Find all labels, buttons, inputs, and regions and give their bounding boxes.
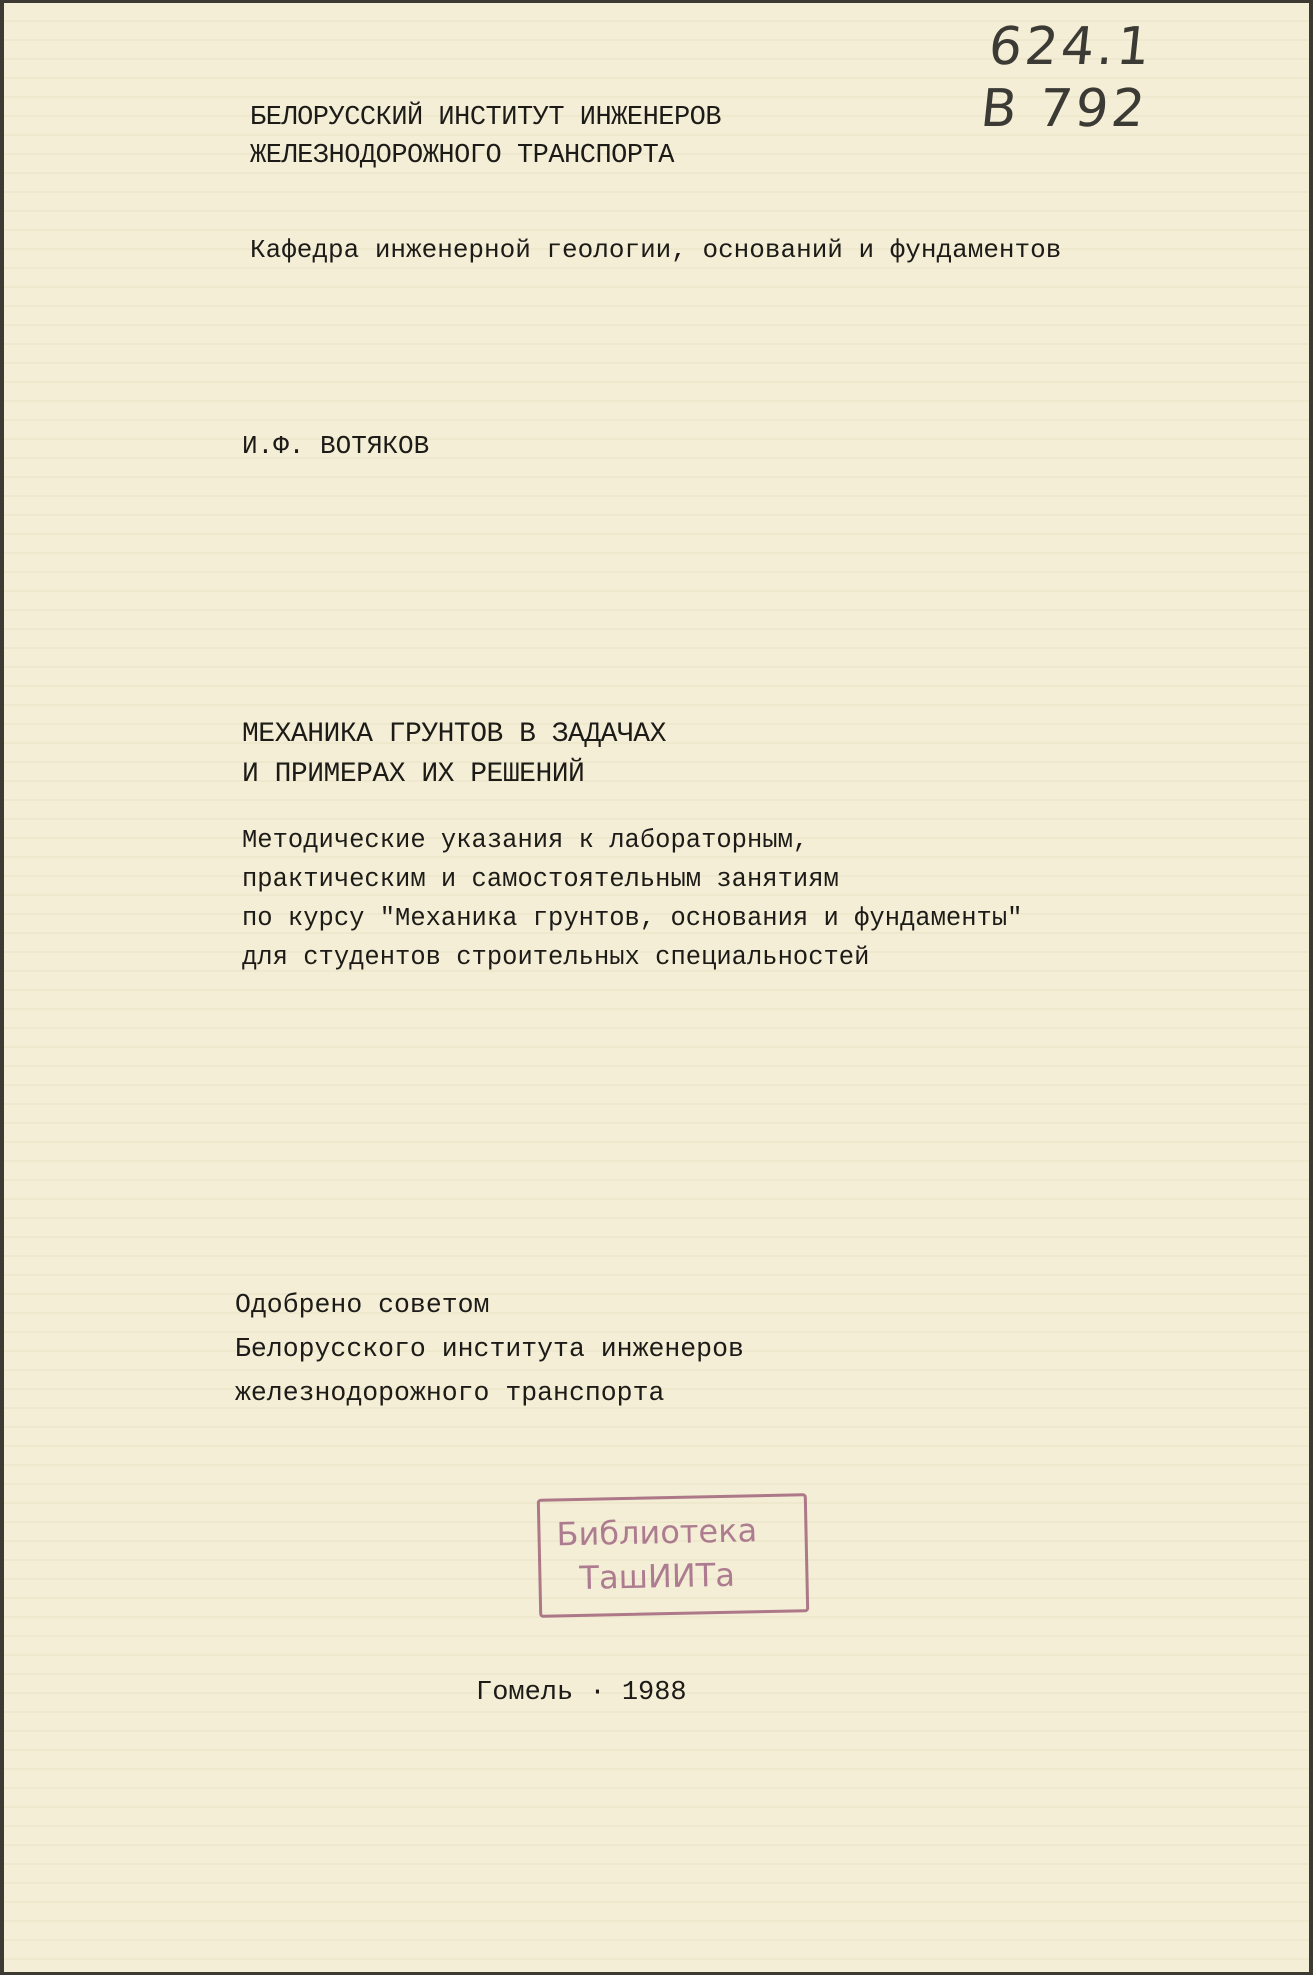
title-line-2: И ПРИМЕРАХ ИХ РЕШЕНИЙ bbox=[242, 759, 585, 790]
document-title bbox=[242, 715, 666, 795]
department-name: Кафедра инженерной геологии, оснований и фундаментов bbox=[250, 235, 1062, 265]
library-stamp bbox=[537, 1493, 809, 1618]
author-name: И.Ф. ВОТЯКОВ bbox=[242, 431, 430, 461]
call-number-author-mark: В 792 bbox=[977, 79, 1151, 139]
subtitle-line-3: по курсу "Механика грунтов, основания и фундаменты" bbox=[242, 904, 1023, 933]
institution-line-2: ЖЕЛЕЗНОДОРОЖНОГО ТРАНСПОРТА bbox=[250, 141, 674, 171]
institution-name bbox=[250, 99, 721, 175]
subtitle-line-4: для студентов строительных специальностей bbox=[242, 943, 870, 972]
call-number-class: 624.1 bbox=[985, 17, 1157, 77]
subtitle-line-1: Методические указания к лабораторным, bbox=[242, 826, 809, 855]
imprint-place-year: Гомель · 1988 bbox=[476, 1678, 687, 1708]
approval-line-3: железнодорожного транспорта bbox=[235, 1378, 665, 1408]
stamp-line-1: Библиотека bbox=[556, 1511, 758, 1554]
approval-line-1: Одобрено советом bbox=[235, 1290, 490, 1320]
title-line-1: МЕХАНИКА ГРУНТОВ В ЗАДАЧАХ bbox=[242, 719, 666, 750]
approval-note bbox=[235, 1283, 744, 1415]
document-subtitle bbox=[242, 821, 1022, 977]
approval-line-2: Белорусского института инженеров bbox=[235, 1334, 744, 1364]
subtitle-line-2: практическим и самостоятельным занятиям bbox=[242, 865, 839, 894]
institution-line-1: БЕЛОРУССКИЙ ИНСТИТУТ ИНЖЕНЕРОВ bbox=[250, 103, 722, 133]
stamp-line-2: ТашИИТа bbox=[579, 1555, 736, 1597]
